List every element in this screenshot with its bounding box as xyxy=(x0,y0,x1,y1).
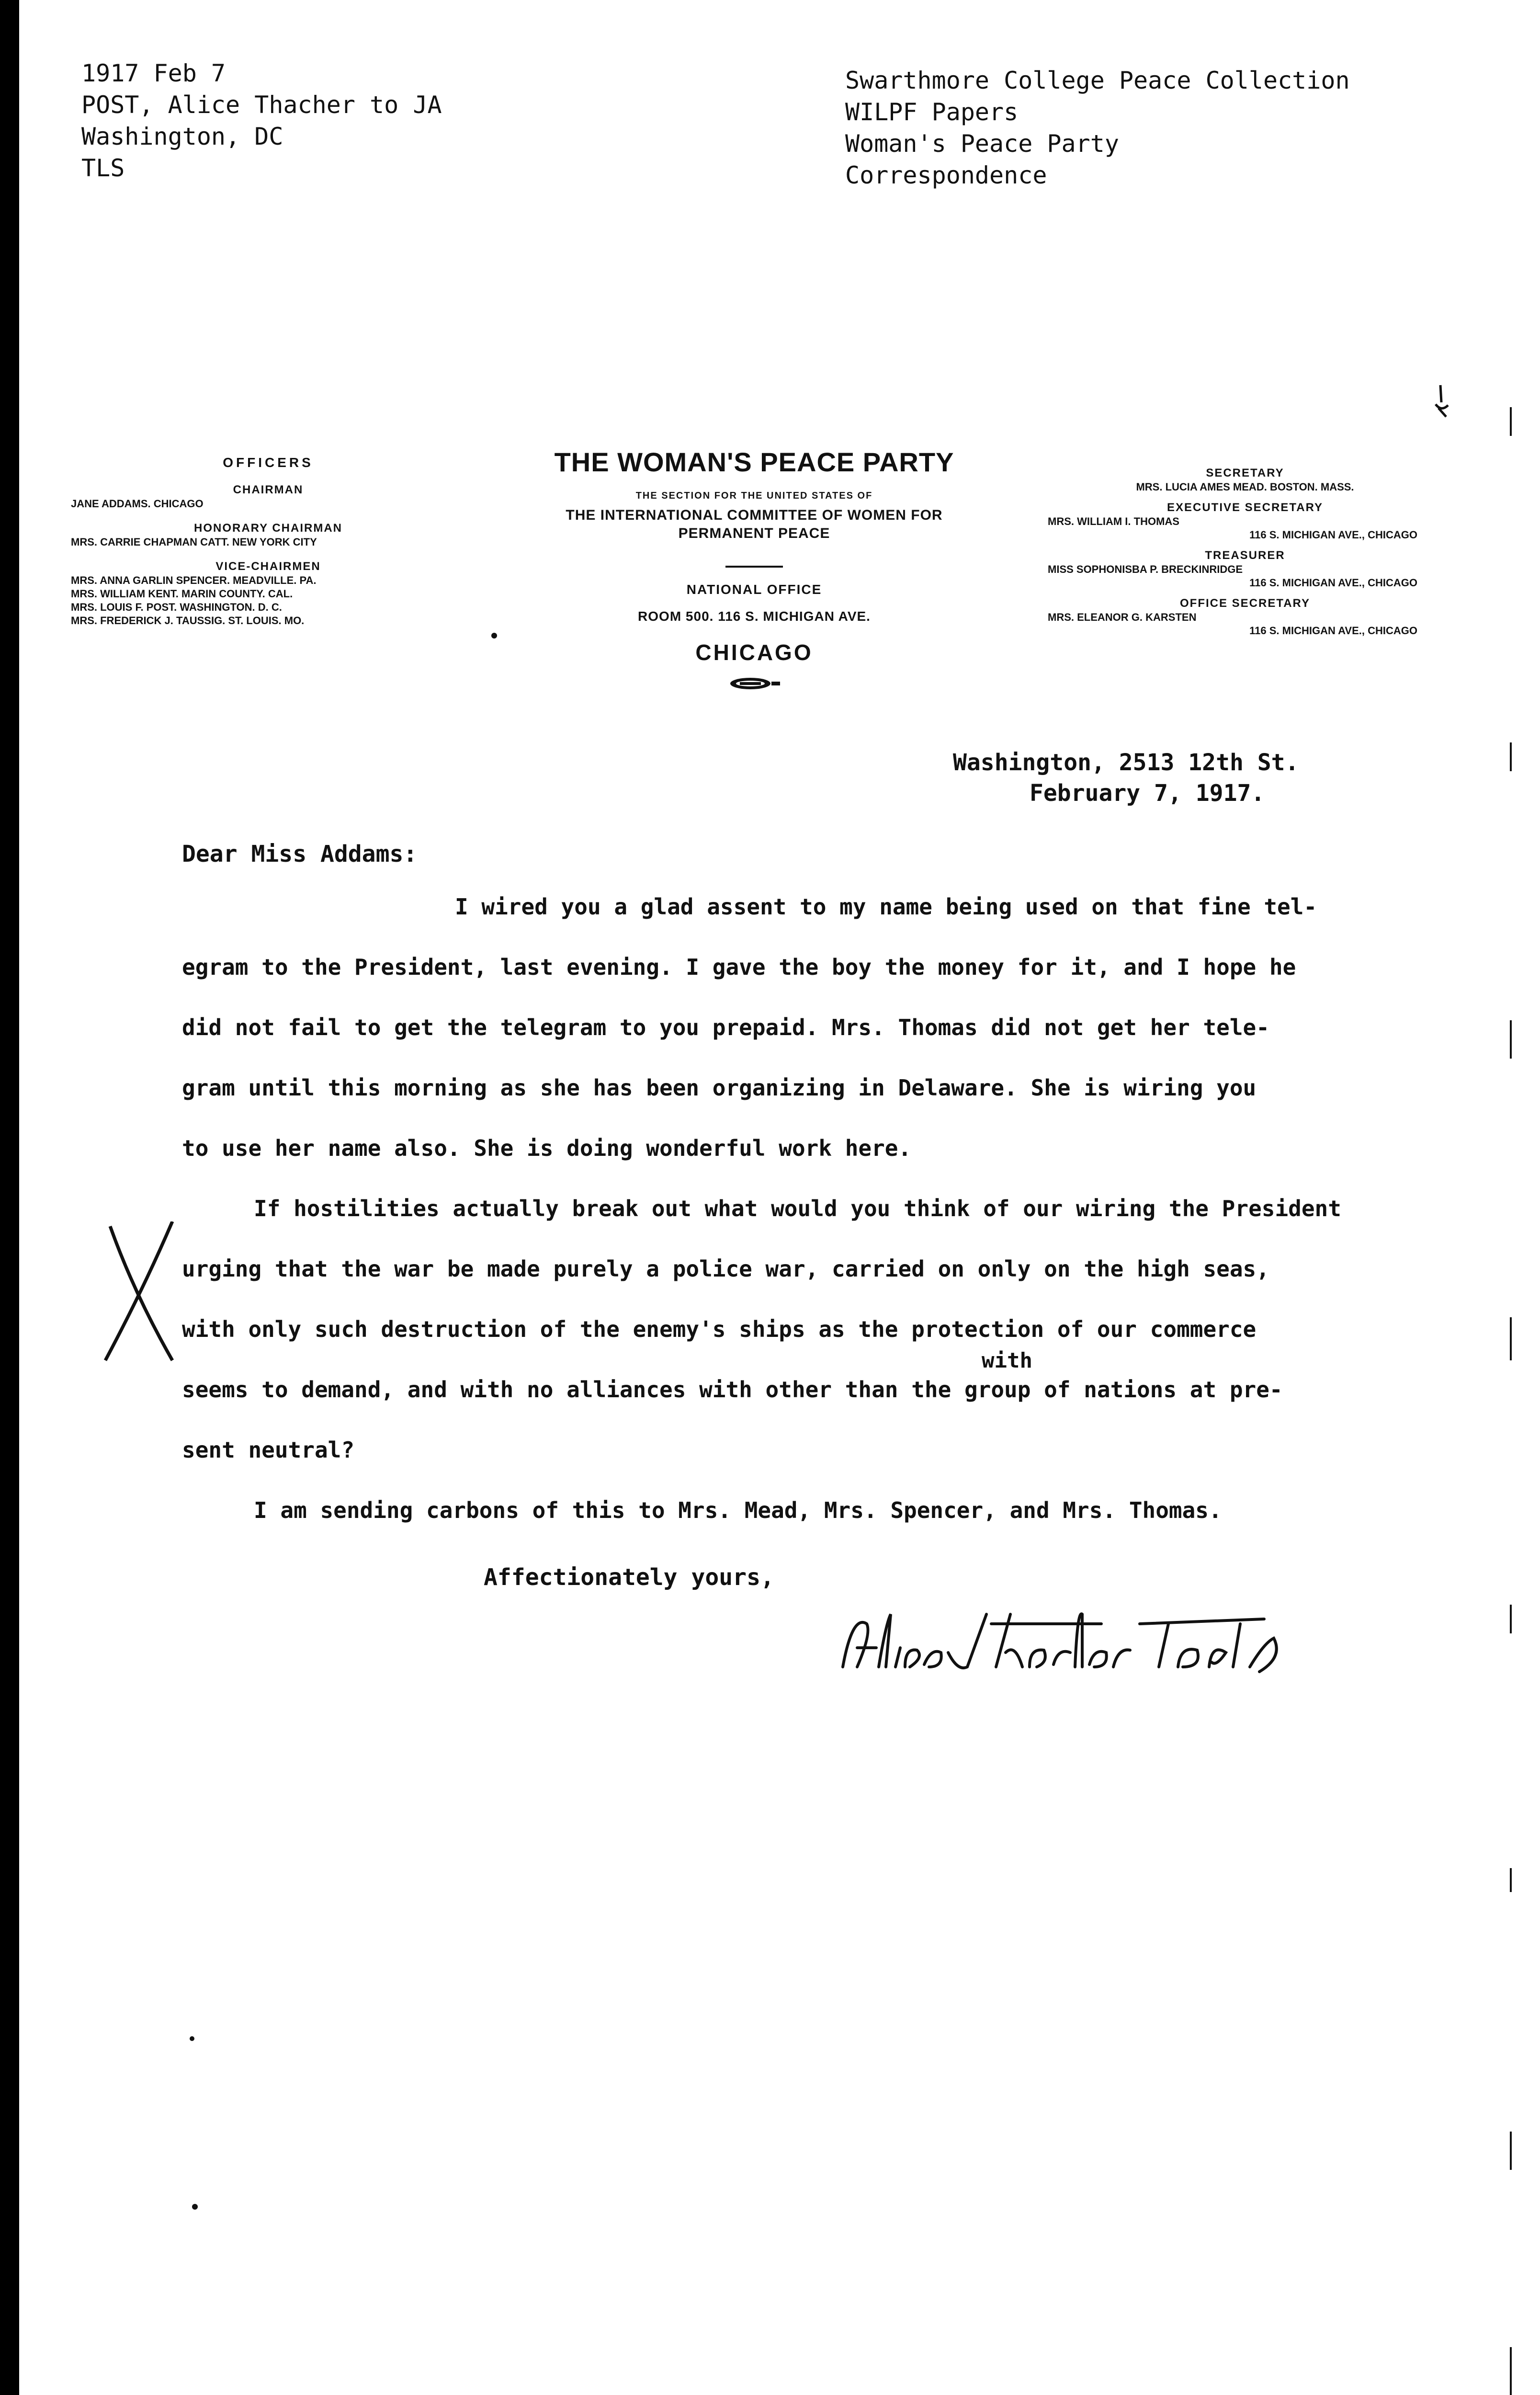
treasurer-role: TREASURER xyxy=(1205,549,1285,562)
body-line: did not fail to get the telegram to you prepaid. Mrs. Thomas did not get her tele- xyxy=(182,1015,1269,1040)
letter-body xyxy=(182,877,1504,1540)
body-line: egram to the President, last evening. I gave the boy the money for it, and I hope he xyxy=(182,954,1296,980)
office-secretary-role: OFFICE SECRETARY xyxy=(1179,597,1310,610)
exec-secretary-role: EXECUTIVE SECRETARY xyxy=(1166,501,1324,514)
handwritten-x-mark-icon xyxy=(101,1221,182,1365)
exec-secretary-address: 116 S. MICHIGAN AVE., CHICAGO xyxy=(1249,529,1417,541)
catalog-series: Woman's Peace Party xyxy=(845,130,1119,158)
honorary-name: MRS. CARRIE CHAPMAN CATT. NEW YORK CITY xyxy=(71,536,317,548)
secretary-name: MRS. LUCIA AMES MEAD. BOSTON. MASS. xyxy=(1136,481,1354,493)
body-line: sent neutral? xyxy=(182,1437,355,1463)
dateline xyxy=(953,747,1299,809)
scan-edge-left xyxy=(0,0,19,2395)
body-line: gram until this morning as she has been organizing in Delaware. She is wiring you xyxy=(182,1075,1257,1101)
office-secretary-address: 116 S. MICHIGAN AVE., CHICAGO xyxy=(1249,625,1417,637)
letterhead-rule xyxy=(725,566,783,568)
dateline-date: February 7, 1917. xyxy=(1030,780,1265,807)
letterhead-staff xyxy=(1044,462,1446,638)
handwritten-insert: with xyxy=(982,1348,1032,1373)
body-line: I wired you a glad assent to my name being used on that fine tel- xyxy=(455,894,1317,920)
catalog-place: Washington, DC xyxy=(81,123,283,150)
catalog-right xyxy=(845,65,1350,191)
catalog-correspondents: POST, Alice Thacher to JA xyxy=(81,91,442,119)
catalog-subseries: Correspondence xyxy=(845,161,1047,189)
office-city: CHICAGO xyxy=(695,640,813,665)
body-line: seems to demand, and with no alliances with other than the group of nations at pre- xyxy=(182,1377,1283,1403)
catalog-type: TLS xyxy=(81,154,125,182)
officers-heading: OFFICERS xyxy=(223,455,314,470)
chairman-name: JANE ADDAMS. CHICAGO xyxy=(71,498,204,510)
vice-role: VICE-CHAIRMEN xyxy=(215,560,321,573)
organization-title: THE WOMAN'S PEACE PARTY xyxy=(554,447,954,477)
scan-speck-icon xyxy=(189,2036,195,2041)
closing: Affectionately yours, xyxy=(484,1564,774,1591)
body-line: to use her name also. She is doing wonderful work here. xyxy=(182,1135,912,1161)
scan-speck-icon xyxy=(491,632,498,639)
treasurer-name: MISS SOPHONISBA P. BRECKINRIDGE xyxy=(1048,563,1243,575)
scan-speck-icon xyxy=(192,2203,198,2210)
organization-section: THE SECTION FOR THE UNITED STATES OF xyxy=(635,490,873,501)
secretary-role: SECRETARY xyxy=(1206,467,1284,479)
vice-chair-2: MRS. WILLIAM KENT. MARIN COUNTY. CAL. xyxy=(71,588,293,600)
vice-chair-3: MRS. LOUIS F. POST. WASHINGTON. D. C. xyxy=(71,601,282,613)
scan-mark-icon xyxy=(1427,383,1456,422)
vice-chair-1: MRS. ANNA GARLIN SPENCER. MEADVILLE. PA. xyxy=(71,574,317,586)
salutation: Dear Miss Addams: xyxy=(182,841,418,867)
exec-secretary-name: MRS. WILLIAM I. THOMAS xyxy=(1048,515,1179,527)
organization-committee-2: PERMANENT PEACE xyxy=(678,525,830,541)
letterhead-organization xyxy=(479,445,1030,696)
body-line: If hostilities actually break out what would you think of our wiring the President xyxy=(254,1196,1341,1221)
body-line: urging that the war be made purely a police war, carried on only on the high seas, xyxy=(182,1256,1269,1282)
treasurer-address: 116 S. MICHIGAN AVE., CHICAGO xyxy=(1249,577,1417,589)
office-secretary-name: MRS. ELEANOR G. KARSTEN xyxy=(1048,611,1197,623)
catalog-date: 1917 Feb 7 xyxy=(81,59,226,87)
union-label-icon xyxy=(725,674,783,693)
organization-committee-1: THE INTERNATIONAL COMMITTEE OF WOMEN FOR xyxy=(566,507,943,523)
scan-edge-marks-icon xyxy=(1504,407,1518,2395)
honorary-role: HONORARY CHAIRMAN xyxy=(194,522,342,535)
chairman-role: CHAIRMAN xyxy=(233,483,304,496)
body-line: with only such destruction of the enemy's ships as the protection of our commerce xyxy=(182,1316,1257,1342)
body-line: I am sending carbons of this to Mrs. Mead, Mrs. Spencer, and Mrs. Thomas. xyxy=(254,1497,1222,1523)
letterhead-officers xyxy=(67,455,469,627)
catalog-collection: Swarthmore College Peace Collection xyxy=(845,67,1350,94)
dateline-address: Washington, 2513 12th St. xyxy=(953,749,1299,776)
office-address: ROOM 500. 116 S. MICHIGAN AVE. xyxy=(638,609,871,624)
catalog-papers: WILPF Papers xyxy=(845,98,1019,126)
national-office: NATIONAL OFFICE xyxy=(686,582,822,597)
handwritten-signature xyxy=(833,1595,1302,1691)
catalog-left xyxy=(81,57,442,184)
vice-chair-4: MRS. FREDERICK J. TAUSSIG. ST. LOUIS. MO. xyxy=(71,615,305,627)
